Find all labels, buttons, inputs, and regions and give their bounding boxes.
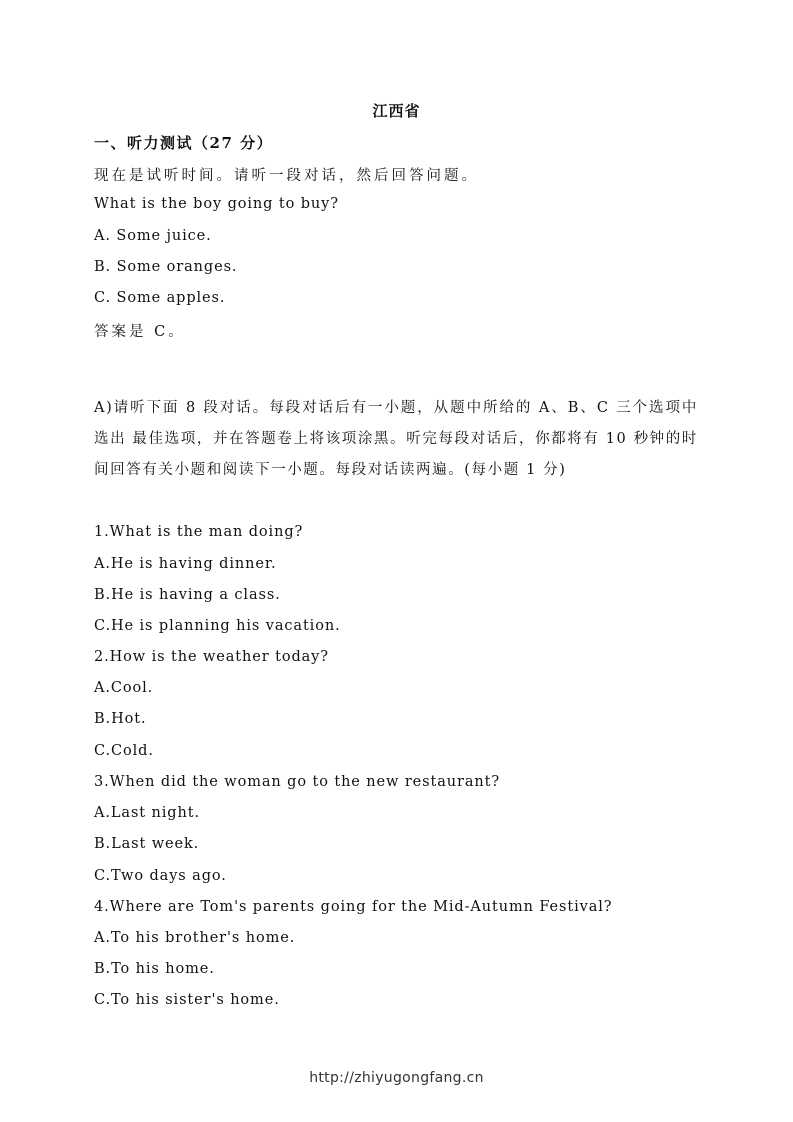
page-title: 江西省 (372, 102, 421, 120)
question-4-option-c: C.To his sister's home. (94, 992, 280, 1008)
question-3-option-b: B.Last week. (94, 836, 200, 852)
question-3-option-c: C.Two days ago. (94, 868, 227, 884)
footer-url: http://zhiyugongfang.cn (309, 1070, 484, 1086)
question-2: 2.How is the weather today? (94, 649, 329, 665)
question-1-option-a: A.He is having dinner. (94, 556, 277, 572)
intro-text: 现在是试听时间。请听一段对话，然后回答问题。 (94, 168, 479, 184)
part-a-instructions: A)请听下面 8 段对话。每段对话后有一小题，从题中所给的 A、B、C 三个选项中选出 最佳选项，并在答题卷上将该项涂黑。听完每段对话后，你都将有 10 秒钟的时间回答有关小题和阅读下一小题。每段对话读两遍。(每小题 1 分) (94, 400, 698, 478)
question-2-option-a: A.Cool. (94, 680, 154, 696)
sample-answer: 答案是 C。 (94, 324, 186, 340)
question-3-option-a: A.Last night. (94, 805, 200, 821)
question-2-option-c: C.Cold. (94, 743, 154, 759)
question-4-option-b: B.To his home. (94, 961, 215, 977)
sample-option-b: B. Some oranges. (94, 259, 238, 275)
question-1-option-b: B.He is having a class. (94, 587, 281, 603)
question-4: 4.Where are Tom's parents going for the Mid-Autumn Festival? (94, 899, 613, 915)
section-heading: 一、听力测试（27 分） (94, 134, 274, 152)
question-2-option-b: B.Hot. (94, 711, 147, 727)
question-1-option-c: C.He is planning his vacation. (94, 618, 341, 634)
sample-question: What is the boy going to buy? (94, 196, 339, 212)
sample-option-c: C. Some apples. (94, 290, 226, 306)
sample-option-a: A. Some juice. (94, 228, 212, 244)
question-4-option-a: A.To his brother's home. (94, 930, 296, 946)
question-3: 3.When did the woman go to the new restaurant? (94, 774, 501, 790)
question-1: 1.What is the man doing? (94, 524, 304, 540)
